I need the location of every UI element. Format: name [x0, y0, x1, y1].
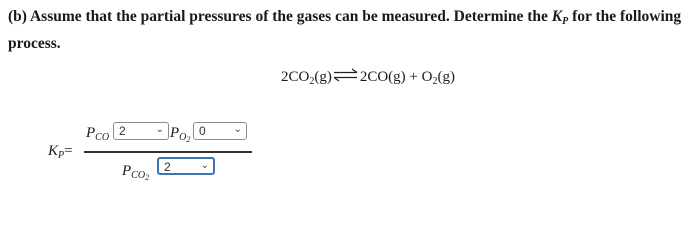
exponent-select-p-o2[interactable] [193, 122, 247, 140]
product-o2-state: (g) [437, 69, 455, 85]
numerator-p-o2-base: P [170, 125, 180, 141]
product-o2-subscript: 2 [432, 76, 438, 87]
exponent-select-p-co2-value: 2 [164, 160, 171, 174]
numerator-p-co [86, 125, 109, 143]
part-label: (b) [8, 8, 27, 25]
chevron-down-icon: ⌄ [200, 160, 209, 171]
reaction-equation [281, 68, 455, 87]
kp-label-subscript: P [58, 150, 65, 161]
kp-label [48, 143, 73, 161]
products: 2CO(g) + O [359, 69, 433, 85]
reactant-subscript: 2 [309, 76, 315, 87]
numerator-p-co-subscript: CO [95, 132, 110, 143]
equals-sign: = [64, 143, 73, 159]
question-text-after: for the following process. [8, 8, 682, 52]
denominator-p-co2 [122, 163, 149, 182]
reactant: 2CO [281, 69, 310, 85]
equilibrium-arrows-icon [333, 68, 359, 82]
reactant-state: (g) [314, 69, 332, 85]
denominator-p-co2-subscript: CO2 [131, 170, 150, 182]
numerator-p-o2-subscript: O2 [179, 132, 191, 144]
chevron-down-icon: ⌄ [233, 124, 242, 135]
denominator-p-co2-base: P [122, 163, 132, 179]
question-text-before: Assume that the partial pressures of the gases can be measured. Determine the [26, 8, 552, 25]
exponent-select-p-co2[interactable] [157, 157, 215, 175]
numerator-p-o2 [170, 125, 190, 144]
denominator-p-co2-subsubscript: 2 [145, 173, 150, 182]
exponent-select-p-co[interactable] [113, 122, 169, 140]
fraction-bar [84, 151, 252, 153]
question-text [8, 6, 692, 55]
kp-label-symbol: K [48, 143, 59, 159]
exponent-select-p-o2-value: 0 [199, 124, 206, 138]
exponent-select-p-co-value: 2 [119, 124, 126, 138]
numerator-p-co-base: P [86, 125, 96, 141]
numerator-p-o2-subsubscript: 2 [186, 135, 191, 144]
kp-symbol: K [551, 8, 563, 25]
kp-subscript: P [562, 16, 569, 27]
chevron-down-icon: ⌄ [155, 124, 164, 135]
